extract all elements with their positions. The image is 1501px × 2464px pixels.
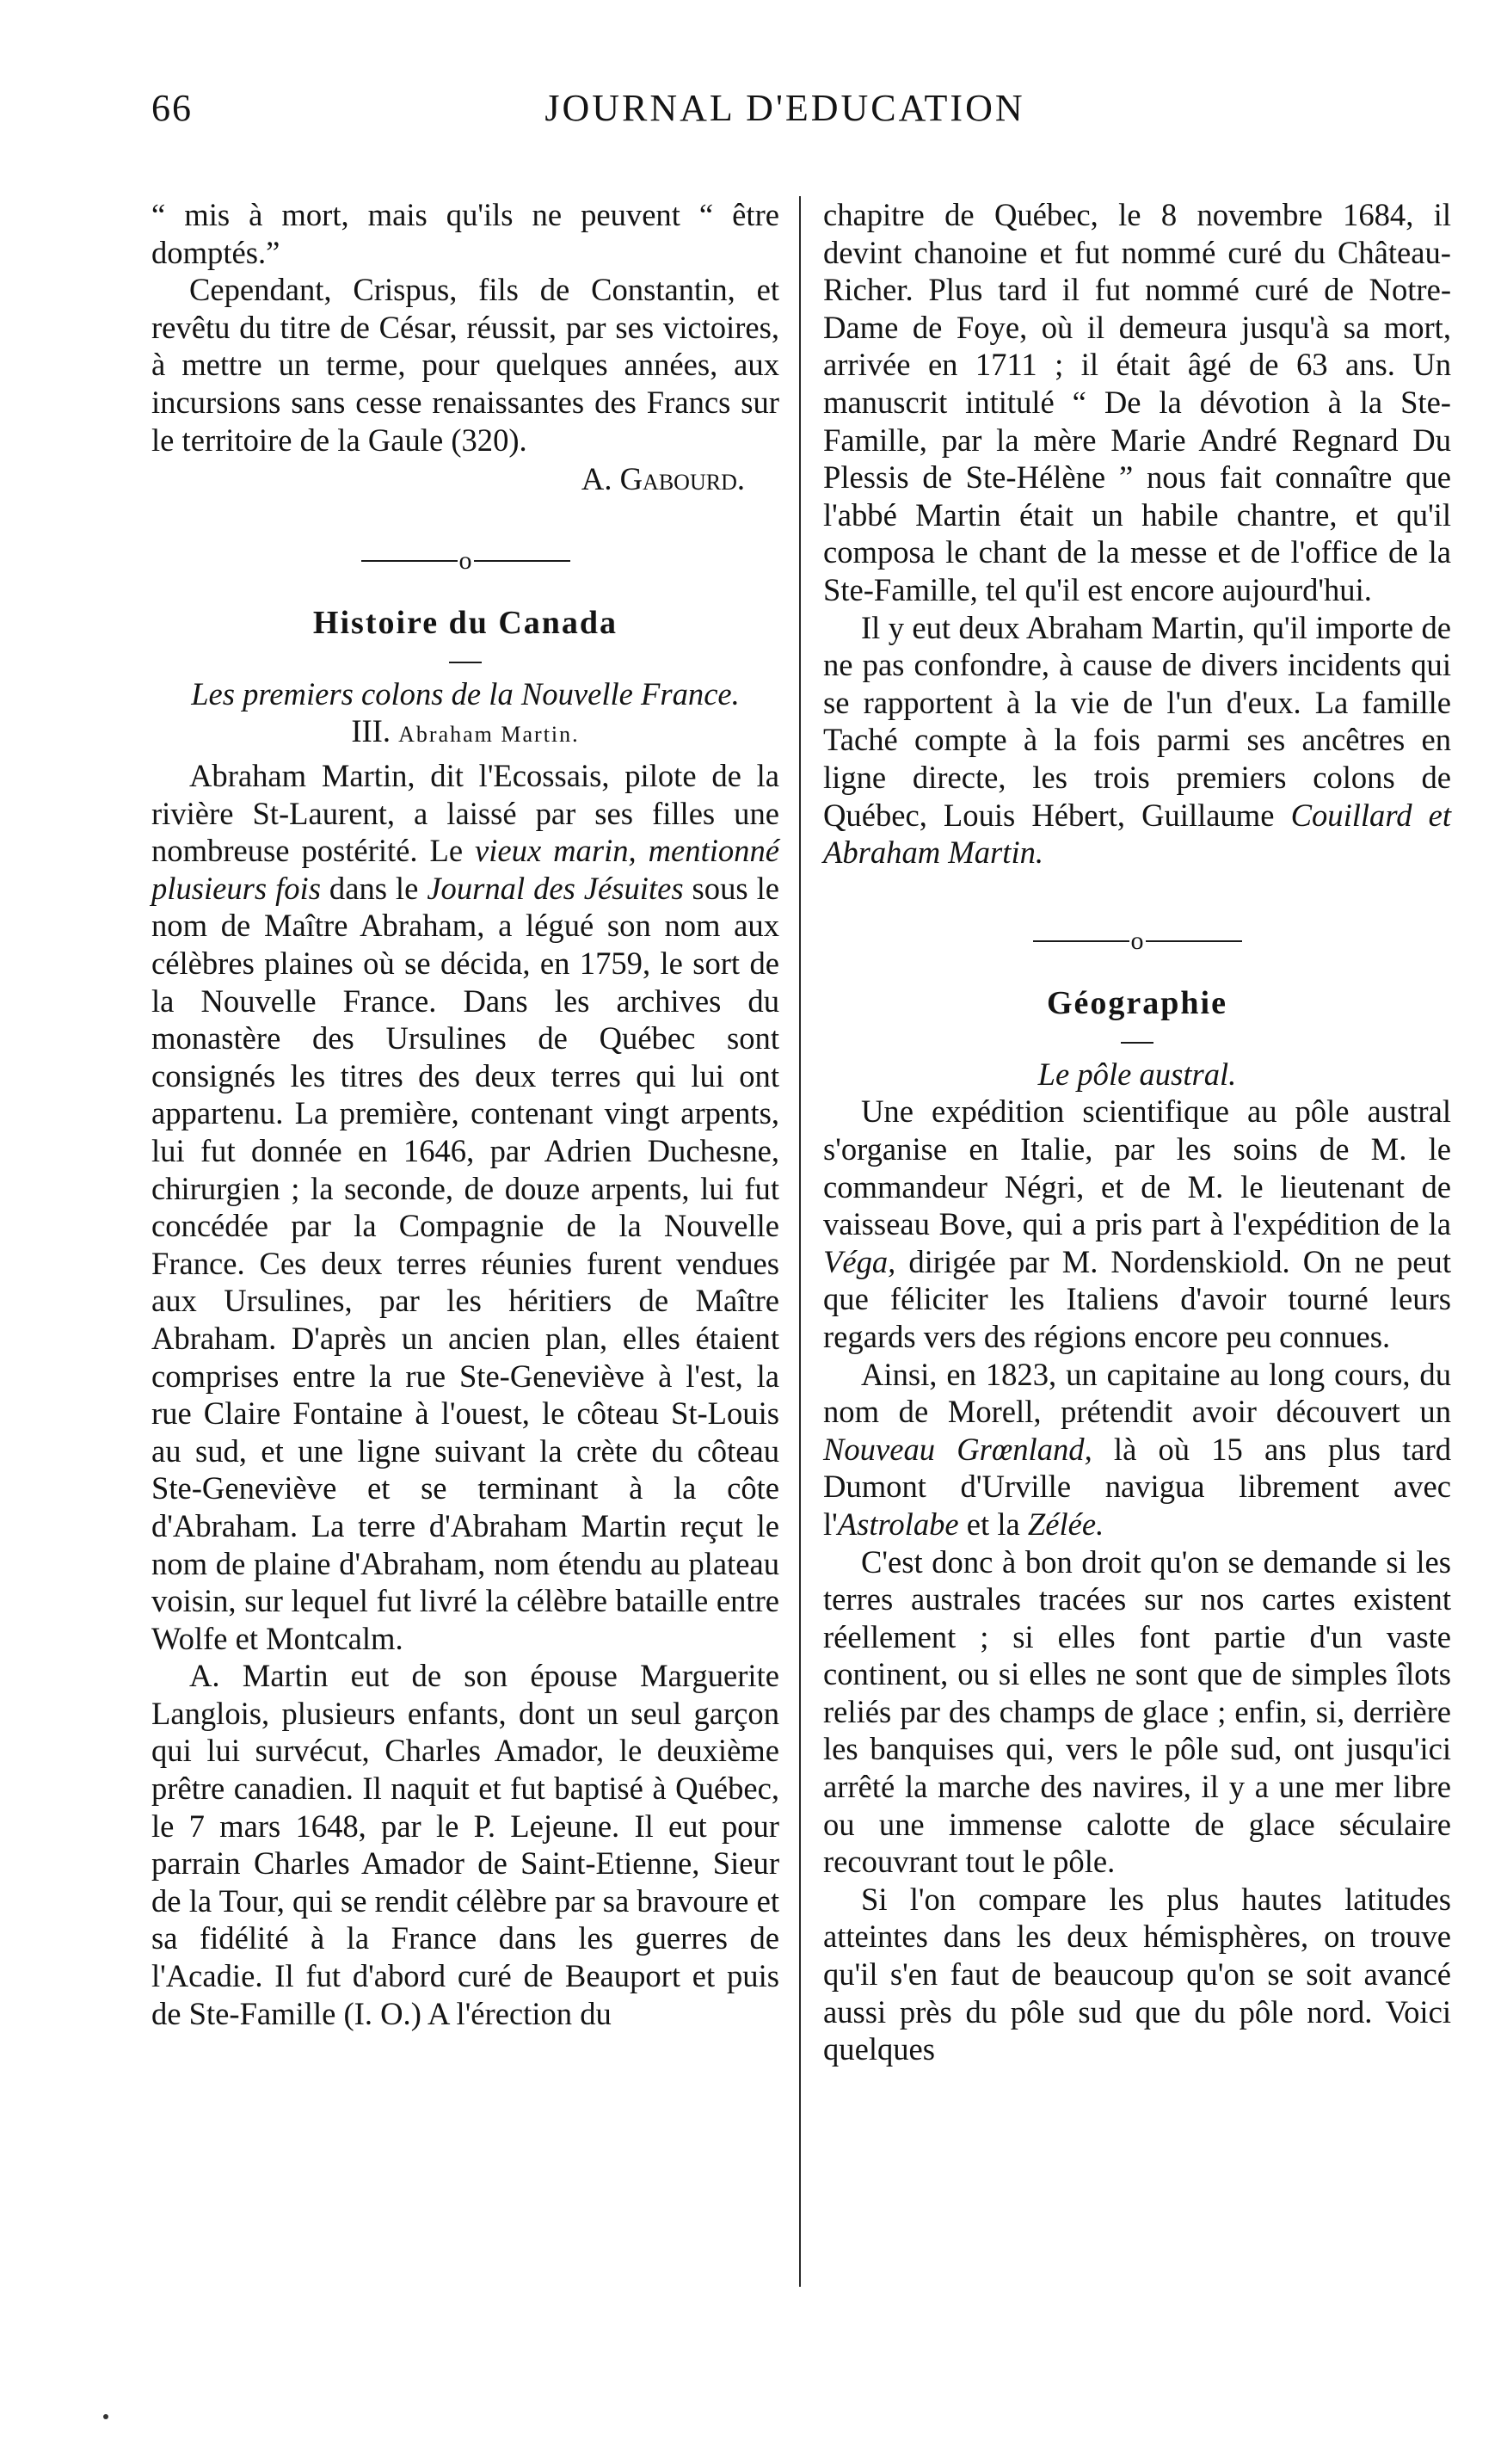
paragraph bbox=[151, 757, 779, 1657]
italic-run: Couillard et Abraham Martin. bbox=[823, 797, 1451, 871]
section-title: Histoire du Canada bbox=[312, 604, 618, 641]
column-rule bbox=[799, 196, 801, 2287]
italic-run: Véga, bbox=[823, 1243, 896, 1279]
divider-line bbox=[1146, 940, 1242, 942]
short-rule bbox=[1121, 1042, 1153, 1044]
article-subtitle: Les premiers colons de la Nouvelle France. bbox=[191, 675, 740, 711]
divider-line bbox=[474, 560, 570, 562]
divider-line bbox=[361, 560, 458, 562]
section-title: Géographie bbox=[1047, 984, 1227, 1021]
divider-line bbox=[1033, 940, 1129, 942]
italic-run: vieux marin, mentionné plusieurs fois bbox=[151, 833, 779, 906]
divider-mark: o bbox=[1130, 926, 1144, 955]
section-divider bbox=[823, 927, 1451, 954]
text-run: Abraham Martin, dit l'Ecossais, pilote de la rivière St-Laurent, a laissé par ses filles une nombreuse postérité. Le bbox=[151, 758, 779, 869]
italic-run: Astrolabe bbox=[837, 1506, 959, 1542]
paragraph: chapitre de Québec, le 8 novembre 1684, il devint chanoine et fut nommé curé du Château-Richer. Plus tard il fut nommé curé de Notre-Dame de Foye, où il demeura jusqu'à sa mort, arrivée en 1711 ; il était âgé de 63 ans. Un manuscrit intitulé “ De la dévotion à la Ste-Famille, par la mère Marie André Regnard Du Plessis de Ste-Hélène ” nous fait connaître que l'abbé Martin était un habile chantre, et qu'il composa le chant de la messe et de l'office de la Ste-Famille, tel qu'il est encore aujourd'hui. bbox=[823, 197, 1451, 607]
paragraph bbox=[823, 609, 1451, 872]
text-run: Une expédition scientifique au pôle austral s'organise en Italie, par les soins de M. le commandeur Négri, et de M. le lieutenant de vaisseau Bove, qui a pris part à l'expédition de la bbox=[823, 1093, 1451, 1242]
article-subtitle: Le pôle austral. bbox=[1037, 1056, 1237, 1092]
text-run: là où 15 ans plus tard Dumont d'Urville navigua librement avec l' bbox=[823, 1431, 1451, 1542]
running-title: JOURNAL D'EDUCATION bbox=[544, 87, 1025, 129]
chapter-name: Abraham Martin. bbox=[398, 722, 580, 748]
print-speck bbox=[103, 2414, 108, 2419]
left-column bbox=[151, 196, 779, 2032]
italic-run: Journal des Jésuites bbox=[427, 870, 684, 906]
paragraph bbox=[823, 1093, 1451, 1355]
paragraph: A. Martin eut de son épouse Marguerite Langlois, plusieurs enfants, dont un seul garçon qui lui survécut, Charles Amador, le deuxième prêtre canadien. Il naquit et fut baptisé à Québec, le 7 mars 1648, par le P. Lejeune. Il eut pour parrain Charles Amador de Saint-Etienne, Sieur de la Tour, qui se rendit célèbre par sa bravoure et sa fidélité à la France dans les guerres de l'Acadie. Il fut d'abord curé de Beauport et puis de Ste-Famille (I. O.) A l'érection du bbox=[151, 1658, 779, 2031]
text-run: sous le nom de Maître Abraham, a légué son nom aux célèbres plaines où se décida, en 1759, le sort de la Nouvelle France. Dans les archives du monastère des Ursulines de Québec sont consignés les titres des deux terres qui lui ont appartenu. La première, contenant vingt arpents, lui fut donnée en 1646, par Adrien Duchesne, chirurgien ; la seconde, de douze arpents, lui fut concédée par la Compagnie de la Nouvelle France. Ces deux terres réunies furent vendues aux Ursulines, par les héritiers de Maître Abraham. D'après un ancien plan, elles étaient comprises entre la rue Ste-Geneviève à l'est, la rue Claire Fontaine à l'ouest, le côteau St-Louis au sud, et une ligne suivant la crète du côteau Ste-Geneviève et se terminant à la côte d'Abraham. La terre d'Abraham Martin reçut le nom de plaine d'Abraham, nom étendu au plateau voisin, sur lequel fut livré la célèbre bataille entre Wolfe et Montcalm. bbox=[151, 870, 779, 1656]
chapter-heading bbox=[151, 712, 779, 754]
text-run: Il y eut deux Abraham Martin, qu'il importe de ne pas confondre, à cause de divers incidents qui se rapportent à la vie de l'un d'eux. La famille Taché compte à la fois parmi ses ancêtres en ligne directe, les trois premiers colons de Québec, Louis Hébert, Guillaume bbox=[823, 609, 1451, 833]
divider-mark: o bbox=[458, 545, 472, 575]
signature-name: Gabourd. bbox=[619, 461, 745, 497]
paragraph: Cependant, Crispus, fils de Constantin, et revêtu du titre de César, réussit, par ses victoires, à mettre un terme, pour quelques années, aux incursions sans cesse renaissantes des Francs sur le territoire de la Gaule (320). bbox=[151, 272, 779, 458]
italic-run: Zélée. bbox=[1027, 1506, 1104, 1542]
text-run: dans le bbox=[320, 870, 428, 906]
paragraph: “ mis à mort, mais qu'ils ne peuvent “ être domptés.” bbox=[151, 197, 779, 270]
section-divider bbox=[151, 546, 779, 574]
author-signature bbox=[151, 460, 779, 498]
text-run: Ainsi, en 1823, un capitaine au long cours, du nom de Morell, prétendit avoir découvert un bbox=[823, 1356, 1451, 1430]
paragraph: Si l'on compare les plus hautes latitudes atteintes dans les deux hémisphères, on trouve qu'il s'en faut de beaucoup qu'on se soit avancé aussi près du pôle sud que du pôle nord. Voici quelques bbox=[823, 1881, 1451, 2067]
text-run: et la bbox=[958, 1506, 1028, 1542]
right-column bbox=[823, 196, 1451, 2068]
paragraph bbox=[823, 1356, 1451, 1543]
signature-initial: A. bbox=[581, 461, 612, 497]
text-run: dirigée par M. Nordenskiold. On ne peut que féliciter les Italiens d'avoir tourné leurs regards vers des régions encore peu connues. bbox=[823, 1243, 1451, 1354]
page-number: 66 bbox=[151, 87, 193, 129]
paragraph: C'est donc à bon droit qu'on se demande si les terres australes tracées sur nos cartes existent réellement ; si elles font partie d'un vaste continent, ou si elles ne sont que de simples îlots reliés par des champs de glace ; enfin, si, derrière les banquises qui, vers le pôle sud, ont jusqu'ici arrêté la marche des navires, il y a une mer libre ou une immense calotte de glace séculaire recouvrant tout le pôle. bbox=[823, 1543, 1451, 1880]
italic-run: Nouveau Grœnland, bbox=[823, 1431, 1092, 1467]
short-rule bbox=[449, 662, 482, 663]
chapter-number: III. bbox=[351, 713, 391, 749]
